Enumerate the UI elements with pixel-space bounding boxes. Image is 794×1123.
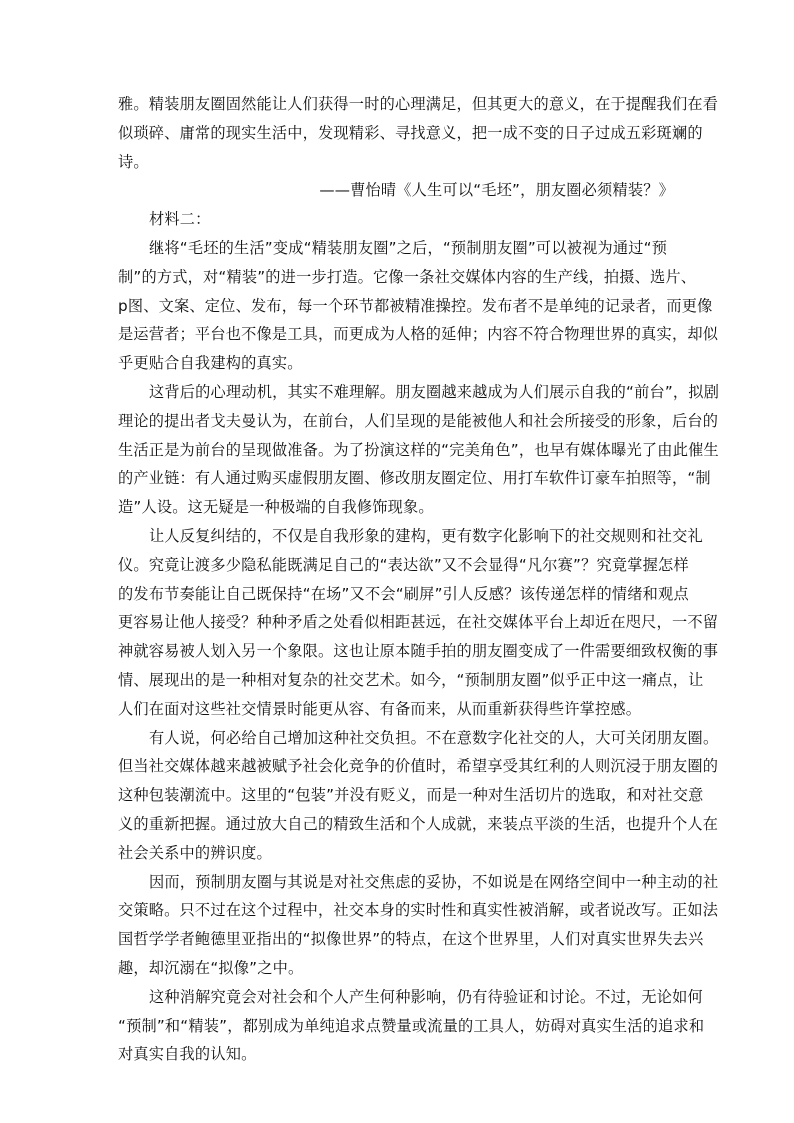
text-line: 的发布节奏能让自己既保持“在场”又不会“刷屏”引人反感？该传递怎样的情绪和观点 bbox=[118, 584, 689, 603]
paragraph-5 bbox=[118, 724, 719, 868]
text-line: 生活正是为前台的呈现做准备。为了扮演这样的“完美角色”，也早有媒体曝光了由此催生 bbox=[118, 440, 719, 459]
text-line: 国哲学学者鲍德里亚指出的“拟像世界”的特点，在这个世界里，人们对真实世界失去兴 bbox=[118, 930, 704, 949]
text-line: 雅。精装朋友圈固然能让人们获得一时的心理满足，但其更大的意义，在于提醒我们在看 bbox=[118, 95, 719, 113]
paragraph-3 bbox=[118, 378, 720, 522]
text-line: 的产业链：有人通过购买虚假朋友圈、修改朋友圈定位、用打车软件订豪车拍照等，“制 bbox=[118, 469, 711, 488]
document-page bbox=[118, 90, 720, 1069]
text-line: 对真实自我的认知。 bbox=[118, 1045, 257, 1064]
text-line: “预制”和“精装”，都别成为单纯追求点赞量或流量的工具人，妨碍对真实生活的追求和 bbox=[118, 1016, 705, 1035]
text-line: 让人反复纠结的，不仅是自我形象的建构，更有数字化影响下的社交规则和社交礼 bbox=[149, 526, 703, 545]
text-line: 因而，预制朋友圈与其说是对社交焦虑的妥协，不如说是在网络空间中一种主动的社 bbox=[149, 872, 719, 891]
text-line: p图、文案、定位、发布，每一个环节都被精准操控。发布者不是单纯的记录者，而更像 bbox=[118, 296, 713, 315]
text-line: 是运营者；平台也不像是工具，而更成为人格的延伸；内容不符合物理世界的真实，却似 bbox=[118, 325, 719, 344]
text-line: 诗。 bbox=[118, 152, 149, 171]
text-line: 理论的提出者戈夫曼认为，在前台，人们呈现的是能被他人和社会所接受的形象，后台的 bbox=[118, 411, 719, 430]
paragraph-7 bbox=[118, 983, 705, 1069]
text-line: 趣，却沉溺在“拟像”之中。 bbox=[118, 958, 304, 977]
text-line: 仪。究竟让渡多少隐私能既满足自己的“表达欲”又不会显得“凡尔赛”？究竟掌握怎样 bbox=[118, 555, 689, 574]
paragraph-2 bbox=[118, 234, 719, 378]
text-line: 神就容易被人划入另一个象限。这也让原本随手拍的朋友圈变成了一件需要细致权衡的事 bbox=[118, 642, 719, 661]
text-line: 继将“毛坯的生活”变成“精装朋友圈”之后，“预制朋友圈”可以被视为通过“预 bbox=[149, 238, 668, 257]
text-line: 义的重新把握。通过放大自己的精致生活和个人成就，来装点平淡的生活，也提升个人在 bbox=[118, 814, 719, 833]
text-line: 人们在面对这些社交情景时能更从容、有备而来，从而重新获得些许掌控感。 bbox=[118, 699, 642, 718]
text-line: 但当社交媒体越来越被赋予社会化竞争的价值时，希望享受其红利的人则沉浸于朋友圈的 bbox=[118, 757, 719, 776]
paragraph-1 bbox=[118, 90, 719, 176]
source-attribution: ——曹怡晴《人生可以“毛坯”，朋友圈必须精装？》 bbox=[319, 181, 674, 200]
text-line: 情、展现出的是一种相对复杂的社交艺术。如今，“预制朋友圈”似乎正中这一痛点，让 bbox=[118, 670, 704, 689]
text-line: 制”的方式，对“精装”的进一步打造。它像一条社交媒体内容的生产线，拍摄、选片、 bbox=[118, 267, 697, 286]
text-line: 更容易让他人接受？种种矛盾之处看似相距甚远，在社交媒体平台上却近在咫尺，一不留 bbox=[118, 613, 719, 632]
paragraph-6 bbox=[118, 868, 719, 983]
text-line: 这种消解究竟会对社会和个人产生何种影响，仍有待验证和讨论。不过，无论如何 bbox=[149, 987, 703, 1006]
text-line: 这背后的心理动机，其实不难理解。朋友圈越来越成为人们展示自我的“前台”，拟剧 bbox=[149, 382, 720, 401]
text-line: 造”人设。这无疑是一种极端的自我修饰现象。 bbox=[118, 498, 434, 517]
text-line: 交策略。只不过在这个过程中，社交本身的实时性和真实性被消解，或者说改写。正如法 bbox=[118, 901, 719, 920]
text-line: 社会关系中的辨识度。 bbox=[118, 843, 272, 862]
text-line: 乎更贴合自我建构的真实。 bbox=[118, 354, 303, 373]
text-line: 有人说，何必给自己增加这种社交负担。不在意数字化社交的人，大可关闭朋友圈。 bbox=[149, 728, 719, 747]
text-line: 这种包装潮流中。这里的“包装”并没有贬义，而是一种对生活切片的选取，和对社交意 bbox=[118, 786, 704, 805]
section-label: 材料二： bbox=[149, 210, 211, 229]
text-line: 似琐碎、庸常的现实生活中，发现精彩、寻找意义，把一成不变的日子过成五彩斑斓的 bbox=[118, 123, 703, 142]
paragraph-4 bbox=[118, 522, 719, 724]
